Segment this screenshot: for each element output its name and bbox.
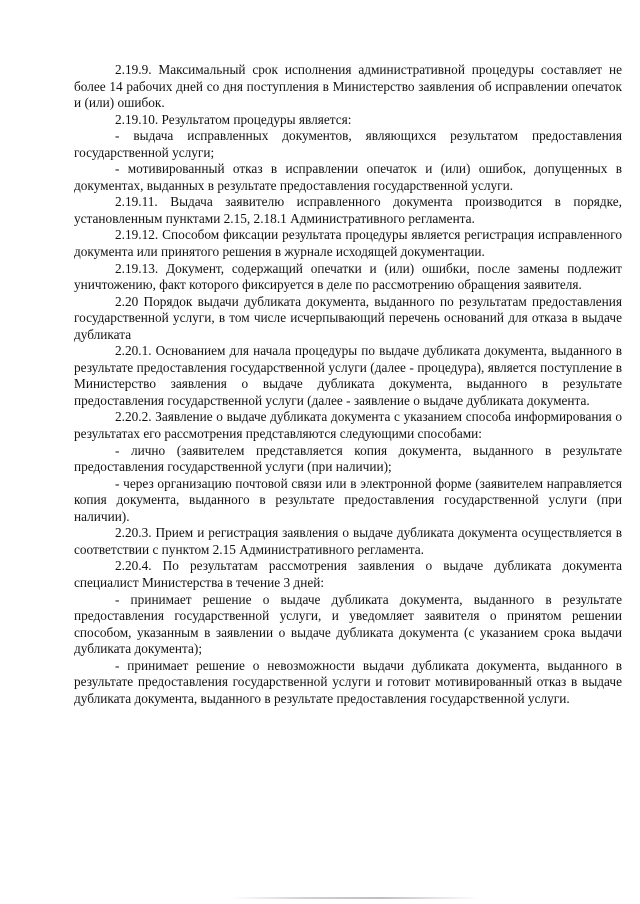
document-page — [74, 62, 622, 707]
paragraph-2-20-1: 2.20.1. Основанием для начала процедуры по выдаче дубликата документа, выданного в результате предоставления государственной услуги (далее - процедура), является поступление в Министерство заявления о выдаче дубликата документа, выданного в результате предоставления государственной услуги (далее - заявление о выдаче дубликата документа. — [74, 343, 622, 408]
list-item-result-refusal: - мотивированный отказ в исправлении опечаток и (или) ошибок, допущенных в документах, выданных в результате предоставления государственной услуги. — [74, 161, 622, 193]
paragraph-2-19-13: 2.19.13. Документ, содержащий опечатки и (или) ошибки, после замены подлежит уничтожению, факт которого фиксируется в деле по рассмотрению обращения заявителя. — [74, 260, 622, 293]
paragraph-2-19-11: 2.19.11. Выдача заявителю исправленного документа производится в порядке, установленным пунктами 2.15, 2.18.1 Административного регламента. — [74, 194, 622, 226]
scan-artifact — [230, 897, 480, 899]
list-item-decision-issue: - принимает решение о выдаче дубликата документа, выданного в результате предоставления государственной услуги, и уведомляет заявителя о принятом решении способом, указанным в заявлении о выдаче дубликата документа (с указанием срока выдачи дубликата документа); — [74, 591, 622, 657]
paragraph-2-20-2: 2.20.2. Заявление о выдаче дубликата документа с указанием способа информирования о результатах его рассмотрения представляются следующими способами: — [74, 409, 622, 442]
paragraph-2-20-3: 2.20.3. Прием и регистрация заявления о выдаче дубликата документа осуществляется в соответствии с пунктом 2.15 Административного регламента. — [74, 525, 622, 557]
list-item-result-issue: - выдача исправленных документов, являющихся результатом предоставления государственной услуги; — [74, 128, 622, 160]
paragraph-2-20-4: 2.20.4. По результатам рассмотрения заявления о выдаче дубликата документа специалист Министерства в течение 3 дней: — [74, 558, 622, 590]
list-item-in-person: - лично (заявителем представляется копия документа, выданного в результате предоставления государственной услуги (при наличии); — [74, 442, 622, 475]
paragraph-2-19-10: 2.19.10. Результатом процедуры является: — [115, 111, 352, 127]
section-heading-2-20: 2.20 Порядок выдачи дубликата документа, выданного по результатам предоставления государственной услуги, в том числе исчерпывающий перечень оснований для отказа в выдаче дубликата — [74, 293, 622, 342]
list-item-post-or-electronic: - через организацию почтовой связи или в электронной форме (заявителем направляется копия документа, выданного в результате предоставления государственной услуги (при наличии). — [74, 475, 622, 524]
list-item-decision-refusal: - принимает решение о невозможности выдачи дубликата документа, выданного в результате предоставления государственной услуги и готовит мотивированный отказ в выдаче дубликата документа, выданного в результате предоставления государственной услуги. — [74, 657, 622, 706]
paragraph-2-19-12: 2.19.12. Способом фиксации результата процедуры является регистрация исправленного документа или принятого решения в журнале исходящей документации. — [74, 227, 622, 260]
paragraph-2-19-9: 2.19.9. Максимальный срок исполнения административной процедуры составляет не более 14 рабочих дней со дня поступления в Министерство заявления об исправлении опечаток и (или) ошибок. — [74, 62, 622, 111]
